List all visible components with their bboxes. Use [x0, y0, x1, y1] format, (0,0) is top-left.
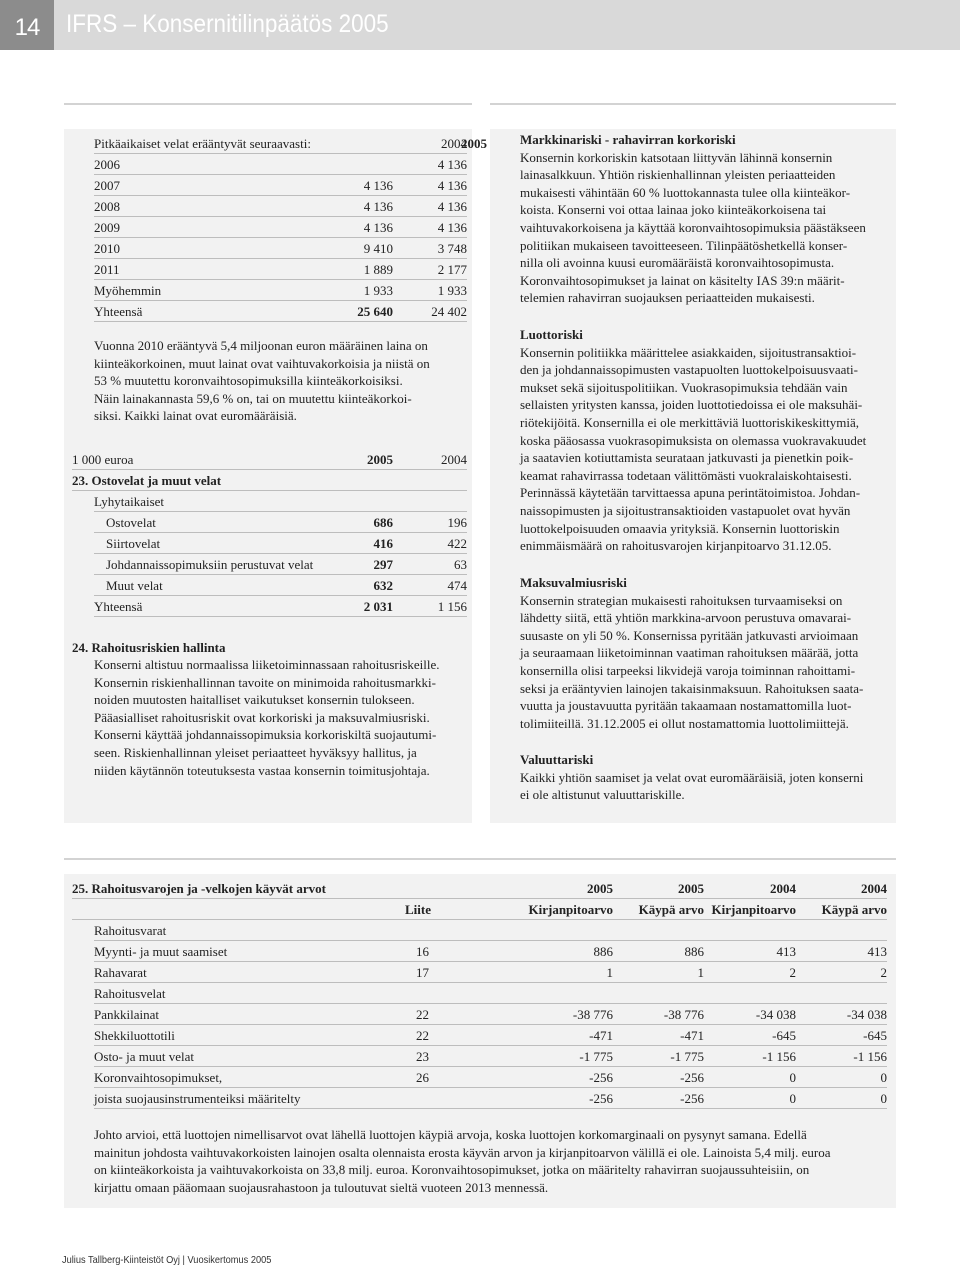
row-label: Rahavarat	[94, 965, 147, 980]
text-line: seen. Riskienhallinnan yleiset periaatteet hyväksyy hallitus, ja	[94, 744, 417, 760]
row-value-2005: 9 410	[363, 241, 393, 256]
text-line: Näin lainakannasta 59,6 % on, tai on muutettu kiinteäkorkoi-	[94, 390, 412, 406]
text-line: den ja johdannaissopimusten vastapuolten luottokelpoisuusvaati-	[520, 362, 858, 378]
row-value-2004: 4 136	[437, 178, 467, 193]
text-line: Konsernin korkoriskin katsotaan liittyvän lähinnä konsernin	[520, 149, 833, 165]
row-value-2004: 422	[447, 536, 467, 551]
text-line: Konserni altistuu normaalissa liiketoiminnassaan rahoitusriskeille.	[94, 657, 440, 672]
row-value: 413	[776, 944, 796, 959]
note-24-paragraph	[94, 656, 472, 779]
row-value-2004: 4 136	[437, 220, 467, 235]
row-note-ref: 26	[416, 1070, 429, 1085]
left-top-rule	[64, 103, 472, 105]
row-note-ref: 17	[416, 965, 429, 980]
text-line: mainitun johdosta vaihtuvakorkoisten lainojen osalta olennaista erosta käyvän arvon ja kirjanpitoarvon välillä ei ole. Lainoista 5,4 milj. euroa	[94, 1144, 831, 1160]
table-row	[94, 554, 467, 575]
table-row	[94, 238, 467, 259]
text-line: Koronvaihtosopimukset ja lainat on käsitelty IAS 39:n määrit-	[520, 272, 845, 288]
note-25-header-row-2: Liite Kirjanpitoarvo Käypä arvo Kirjanpitoarvo Käypä arvo	[72, 899, 887, 920]
loan-note-paragraph	[94, 337, 472, 425]
text-line: ei ole altistunut valuuttariskille.	[520, 787, 685, 803]
table-row	[94, 1088, 887, 1109]
section-paragraph	[520, 592, 892, 733]
text-line: on kiinteäkorkoista ja vaihtuvakorkoista on 33,8 milj. euroa. Koronvaihtosopimukset, jotka on määritelty rahavirran suojaussuhteisiin, on	[94, 1162, 810, 1178]
text-line: keamat rahavirrassa todetaan välittömästi vuokralaiskohtaisesti.	[520, 467, 852, 483]
row-value: 1	[697, 965, 704, 980]
right-top-rule	[490, 103, 896, 105]
row-value: 2	[789, 965, 796, 980]
table-row	[94, 983, 887, 1004]
row-label: Ostovelat	[106, 515, 156, 530]
row-label: Myöhemmin	[94, 283, 162, 298]
row-value: -471	[589, 1028, 613, 1043]
row-value-2004: 4 136	[437, 157, 467, 172]
row-value: 0	[880, 1070, 887, 1085]
row-value: -34 038	[755, 1007, 796, 1022]
table-row	[94, 512, 467, 533]
section-title: Luottoriski	[520, 327, 583, 342]
text-line: nilla oli avoinna kuusi euromääräistä koronvaihtosopimusta.	[520, 255, 835, 271]
page-number: 14	[0, 0, 54, 50]
text-line: noiden muutosten haitalliset vaikutukset konsernin tulokseen.	[94, 692, 415, 708]
table-row	[94, 1046, 887, 1067]
row-value-2004: 3 748	[437, 241, 467, 256]
note-25-explanation	[94, 1126, 894, 1196]
row-label: 2011	[94, 262, 120, 277]
row-label: 2007	[94, 178, 120, 193]
page-footer: Julius Tallberg-Kiinteistöt Oyj | Vuosikertomus 2005	[62, 1254, 272, 1266]
row-label: Johdannaissopimuksiin perustuvat velat	[106, 557, 314, 572]
text-line: Konsernin strategian mukaisesti rahoituksen turvaamiseksi on	[520, 592, 843, 608]
note-25-header-row-1: 25. Rahoitusvarojen ja -velkojen käyvät arvot 2005 2005 2004 2004	[72, 878, 887, 899]
section-title: Maksuvalmiusriski	[520, 575, 627, 590]
text-line: Konsernin politiikka määrittelee asiakkaiden, sijoitustransaktioi-	[520, 344, 857, 360]
table-row	[94, 217, 467, 238]
text-line: ja saatavien kotiuttamista seurataan jatkuvasti ja pienetkin poik-	[520, 450, 854, 466]
row-value-2004: 474	[447, 578, 467, 593]
table-row	[94, 941, 887, 962]
table-row	[94, 259, 467, 280]
row-label: Shekkiluottotili	[94, 1028, 175, 1043]
text-line: tolimiiteillä. 31.12.2005 ei ollut nostamattomia luottolimiittejä.	[520, 715, 849, 731]
table-row	[94, 1025, 887, 1046]
note-23-title: 23. Ostovelat ja muut velat	[72, 470, 467, 491]
row-value: 886	[684, 944, 704, 959]
section-paragraph	[520, 149, 892, 307]
row-value-2005: 4 136	[363, 178, 393, 193]
row-value-2004: 196	[447, 515, 467, 530]
row-label: joista suojausinstrumenteiksi määritelty	[94, 1091, 301, 1106]
row-value-2004: 2 177	[437, 262, 467, 277]
table-row	[94, 1004, 887, 1025]
table-row	[94, 280, 467, 301]
row-value: -645	[772, 1028, 796, 1043]
text-line: niiden käytännön toteutuksesta vastaa konsernin toimitusjohtaja.	[94, 762, 430, 778]
text-line: telemien rahavirran suojauksen periaatteiden mukaisesti.	[520, 290, 815, 306]
row-value-2005: 1 889	[363, 262, 393, 277]
row-value: -38 776	[572, 1007, 613, 1022]
row-value: 1	[606, 965, 613, 980]
text-line: Konsernin riskienhallinnan tavoite on minimoida rahoitusmarkki-	[94, 674, 436, 690]
text-line: 53 % muutettu koronvaihtosopimuksilla kiinteäkorkoisiksi.	[94, 373, 403, 389]
text-line: siksi. Kaikki lainat ovat euromääräisiä.	[94, 408, 297, 424]
text-line: Kaikki yhtiön saamiset ja velat ovat euromääräisiä, joten konserni	[520, 769, 864, 785]
row-label: 2010	[94, 241, 120, 256]
text-line: lainasalkkuun. Yhtiön riskienhallinnan yleisten periaatteiden	[520, 167, 836, 183]
row-value-2005: 632	[373, 578, 393, 593]
row-value: 886	[593, 944, 613, 959]
row-value-2004: 63	[454, 557, 467, 572]
row-note-ref: 22	[416, 1007, 429, 1022]
row-label: Osto- ja muut velat	[94, 1049, 195, 1064]
text-line: sellaisten yritysten kanssa, joiden luottotiedoissa ei ole maksuhäi-	[520, 397, 863, 413]
row-value: -256	[589, 1091, 613, 1106]
text-line: seksi ja erääntyvien lainojen takaisinmaksuun. Rahoituksen saata-	[520, 680, 864, 696]
row-value: -645	[863, 1028, 887, 1043]
row-value: 0	[880, 1091, 887, 1106]
text-line: Vuonna 2010 erääntyvä 5,4 miljoonan euron määräinen laina on	[94, 338, 428, 353]
row-value-2005: 416	[373, 536, 393, 551]
row-note-ref: 16	[416, 944, 429, 959]
text-line: riötekijöitä. Konsernilla ei ole merkittäviä luottoriskikeskittymiä,	[520, 414, 860, 430]
text-line: kiinteäkorkoinen, muut lainat ovat vaihtuvakorkoisia ja niistä on	[94, 355, 430, 371]
row-value: 0	[789, 1070, 796, 1085]
row-value-2005: 686	[373, 515, 393, 530]
note-23-total-row: Yhteensä 2 031 1 156	[94, 596, 467, 617]
row-value: 2	[880, 965, 887, 980]
row-value-2005: 4 136	[363, 199, 393, 214]
table-row	[94, 196, 467, 217]
section-paragraph	[520, 344, 892, 555]
text-line: vaihtuvakorkoisena ja käyttää koronvaihtosopimuksia päästäkseen	[520, 219, 866, 235]
text-line: naissopimusten ja sijoitustransaktioiden vastapuolet ovat hyvän	[520, 502, 851, 518]
table-header-row: Pitkäaikaiset velat erääntyvät seuraavasti: 2005 2004	[94, 133, 467, 154]
text-line: Johto arvioi, että luottojen nimellisarvot ovat lähellä luottojen käypiä arvoja, koska luottojen korkomarginaali on pysynyt samana. Edellä	[94, 1127, 807, 1142]
row-value: -256	[680, 1091, 704, 1106]
row-value: -38 776	[663, 1007, 704, 1022]
table-row	[94, 154, 467, 175]
text-line: mukset sekä sijoituspolitiikan. Vuokrasopimuksia tehdään vain	[520, 379, 848, 395]
row-value: -471	[680, 1028, 704, 1043]
row-value: -256	[589, 1070, 613, 1085]
row-value-2005: 1 933	[363, 283, 393, 298]
text-line: koista. Konserni voi ottaa lainaa joko kiinteäkorkoisena tai	[520, 202, 827, 218]
row-label: 2006	[94, 157, 120, 172]
row-label: Pankkilainat	[94, 1007, 159, 1022]
row-value: -1 156	[762, 1049, 796, 1064]
row-label: Rahoitusvarat	[94, 923, 167, 938]
row-value: 413	[867, 944, 887, 959]
table-row	[94, 920, 887, 941]
page-header	[0, 0, 960, 50]
row-value: 0	[789, 1091, 796, 1106]
text-line: politiikan mukaiseen tavoitteeseen. Tilinpäätöshetkellä konser-	[520, 237, 848, 253]
text-line: suusaste on yli 50 %. Konsernissa pyritään jatkuvasti arvioimaan	[520, 627, 859, 643]
row-label: 2009	[94, 220, 120, 235]
text-line: Konserni käyttää johdannaissopimuksia korkoriskiltä suojautumi-	[94, 727, 437, 743]
table-total-row: Yhteensä 25 640 24 402	[94, 301, 467, 322]
row-note-ref: 22	[416, 1028, 429, 1043]
text-line: konsernilla olisi tarpeeksi likvidejä varoja toiminnan rahoittami-	[520, 662, 856, 678]
row-value-2005: 4 136	[363, 220, 393, 235]
row-label: Siirtovelat	[106, 536, 161, 551]
table-row	[94, 533, 467, 554]
row-label: Koronvaihtosopimukset,	[94, 1070, 223, 1085]
table-row	[94, 175, 467, 196]
row-value: -256	[680, 1070, 704, 1085]
row-label: 2008	[94, 199, 120, 214]
table-row	[94, 575, 467, 596]
row-value: -1 775	[579, 1049, 613, 1064]
section-paragraph	[520, 769, 892, 804]
note-23-subheading: Lyhytaikaiset	[94, 491, 467, 512]
bottom-top-rule	[64, 858, 896, 860]
text-line: enimmäismäärä on rahoitusvarojen kirjanpitoarvo 31.12.05.	[520, 538, 832, 554]
text-line: Perinnässä käytetään tarvittaessa apuna perintätoimistoa. Johdan-	[520, 485, 861, 501]
text-line: kirjattu omaan pääomaan suojausrahastoon ja tuloutuvat sieltä vuoteen 2013 mennessä.	[94, 1179, 549, 1195]
row-label: Rahoitusvelat	[94, 986, 166, 1001]
row-value: -1 775	[670, 1049, 704, 1064]
row-label: Myynti- ja muut saamiset	[94, 944, 228, 959]
table-row	[94, 1067, 887, 1088]
text-line: lähdetty siitä, että yhtiön markkina-arvoon perustuva omavarai-	[520, 610, 852, 626]
page-title: IFRS – Konsernitilinpäätös 2005	[66, 10, 389, 38]
section-title: Markkinariski - rahavirran korkoriski	[520, 132, 736, 147]
row-value-2004: 4 136	[437, 199, 467, 214]
row-note-ref: 23	[416, 1049, 429, 1064]
row-value: -1 156	[853, 1049, 887, 1064]
note-23-header-row: 1 000 euroa 2005 2004	[72, 449, 467, 470]
text-line: luottokelpoisuuden omaavia yrityksiä. Konsernin luottoriskin	[520, 520, 840, 536]
text-line: koska pääosassa vuokrasopimuksista on olemassa vuokravakuudet	[520, 432, 867, 448]
row-value-2005: 297	[373, 557, 393, 572]
row-value-2004: 1 933	[437, 283, 467, 298]
text-line: mukaisesti vähintään 60 % luottokannasta tulee olla kiinteäkor-	[520, 184, 851, 200]
text-line: ja seuraamaan liiketoiminnan vaatiman rahoituksen määrää, jotta	[520, 645, 859, 661]
row-value: -34 038	[846, 1007, 887, 1022]
text-line: Pääasialliset rahoitusriskit ovat korkoriski ja maksuvalmiusriski.	[94, 709, 430, 725]
note-24-title: 24. Rahoitusriskien hallinta	[72, 640, 226, 655]
row-label: Muut velat	[106, 578, 163, 593]
section-title: Valuuttariski	[520, 752, 594, 767]
table-row	[94, 962, 887, 983]
text-line: vuutta ja joustavuutta pyritään takaamaan nostamattomilla luot-	[520, 698, 852, 714]
